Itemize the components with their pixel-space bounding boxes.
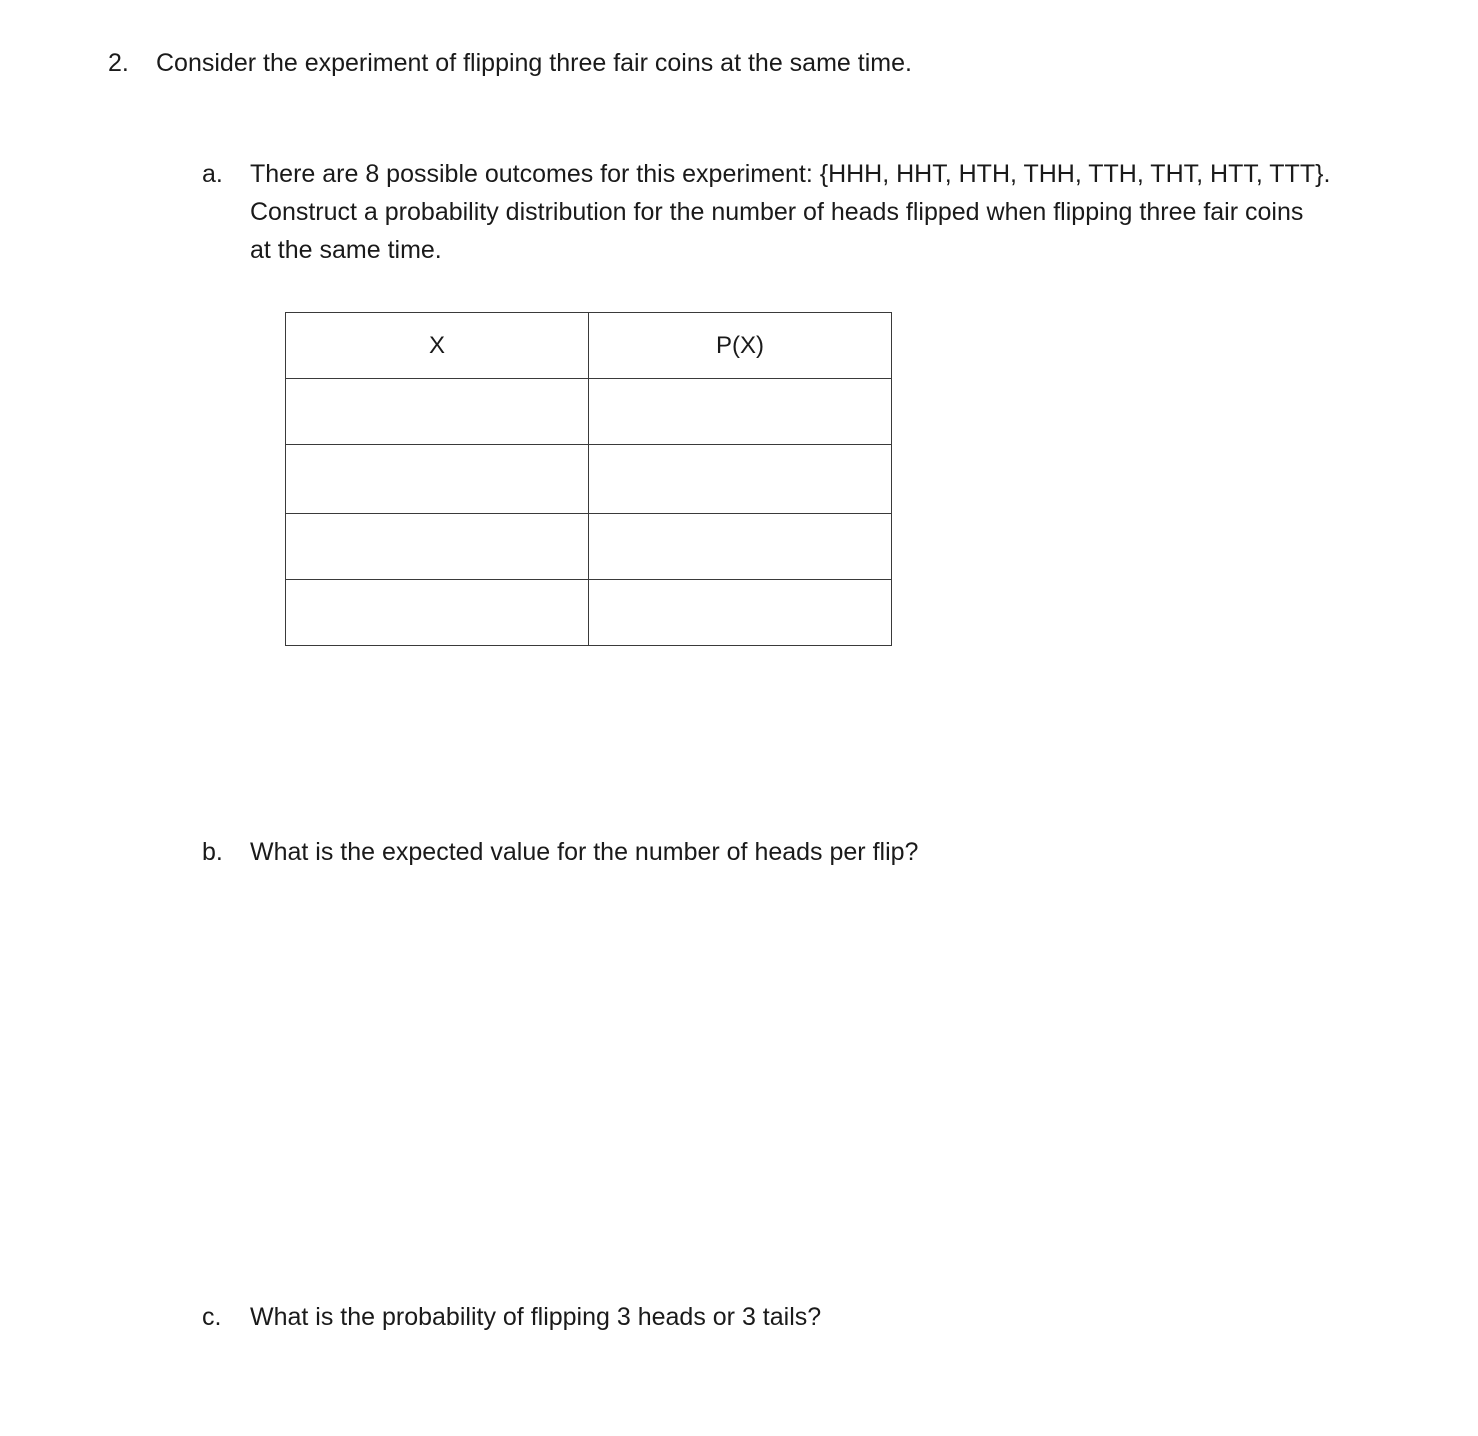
table-row <box>286 580 892 646</box>
cell-px[interactable] <box>589 580 892 646</box>
table-row <box>286 445 892 514</box>
cell-x[interactable] <box>286 379 589 445</box>
part-a-text <box>250 155 1410 269</box>
cell-x[interactable] <box>286 514 589 580</box>
table-row <box>286 514 892 580</box>
header-px: P(X) <box>589 313 892 379</box>
part-c-letter: c. <box>202 1303 222 1331</box>
part-a-line-1: There are 8 possible outcomes for this experiment: {HHH, HHT, HTH, THH, TTH, THT, HTT, TTT}. <box>250 160 1331 188</box>
cell-x[interactable] <box>286 580 589 646</box>
part-a-line-2: Construct a probability distribution for the number of heads flipped when flipping three fair coins <box>250 198 1304 226</box>
table-header-row <box>286 313 892 379</box>
question-number: 2. <box>108 49 129 77</box>
table-row <box>286 379 892 445</box>
part-c-text: What is the probability of flipping 3 heads or 3 tails? <box>250 1303 822 1331</box>
part-a-line-3: at the same time. <box>250 236 442 264</box>
cell-px[interactable] <box>589 379 892 445</box>
header-x: X <box>286 313 589 379</box>
part-b-letter: b. <box>202 838 223 866</box>
probability-distribution-table <box>285 312 892 646</box>
question-prompt: Consider the experiment of flipping three fair coins at the same time. <box>156 49 912 77</box>
cell-px[interactable] <box>589 514 892 580</box>
part-a-letter: a. <box>202 160 223 188</box>
cell-px[interactable] <box>589 445 892 514</box>
cell-x[interactable] <box>286 445 589 514</box>
part-b-text: What is the expected value for the number of heads per flip? <box>250 838 919 866</box>
